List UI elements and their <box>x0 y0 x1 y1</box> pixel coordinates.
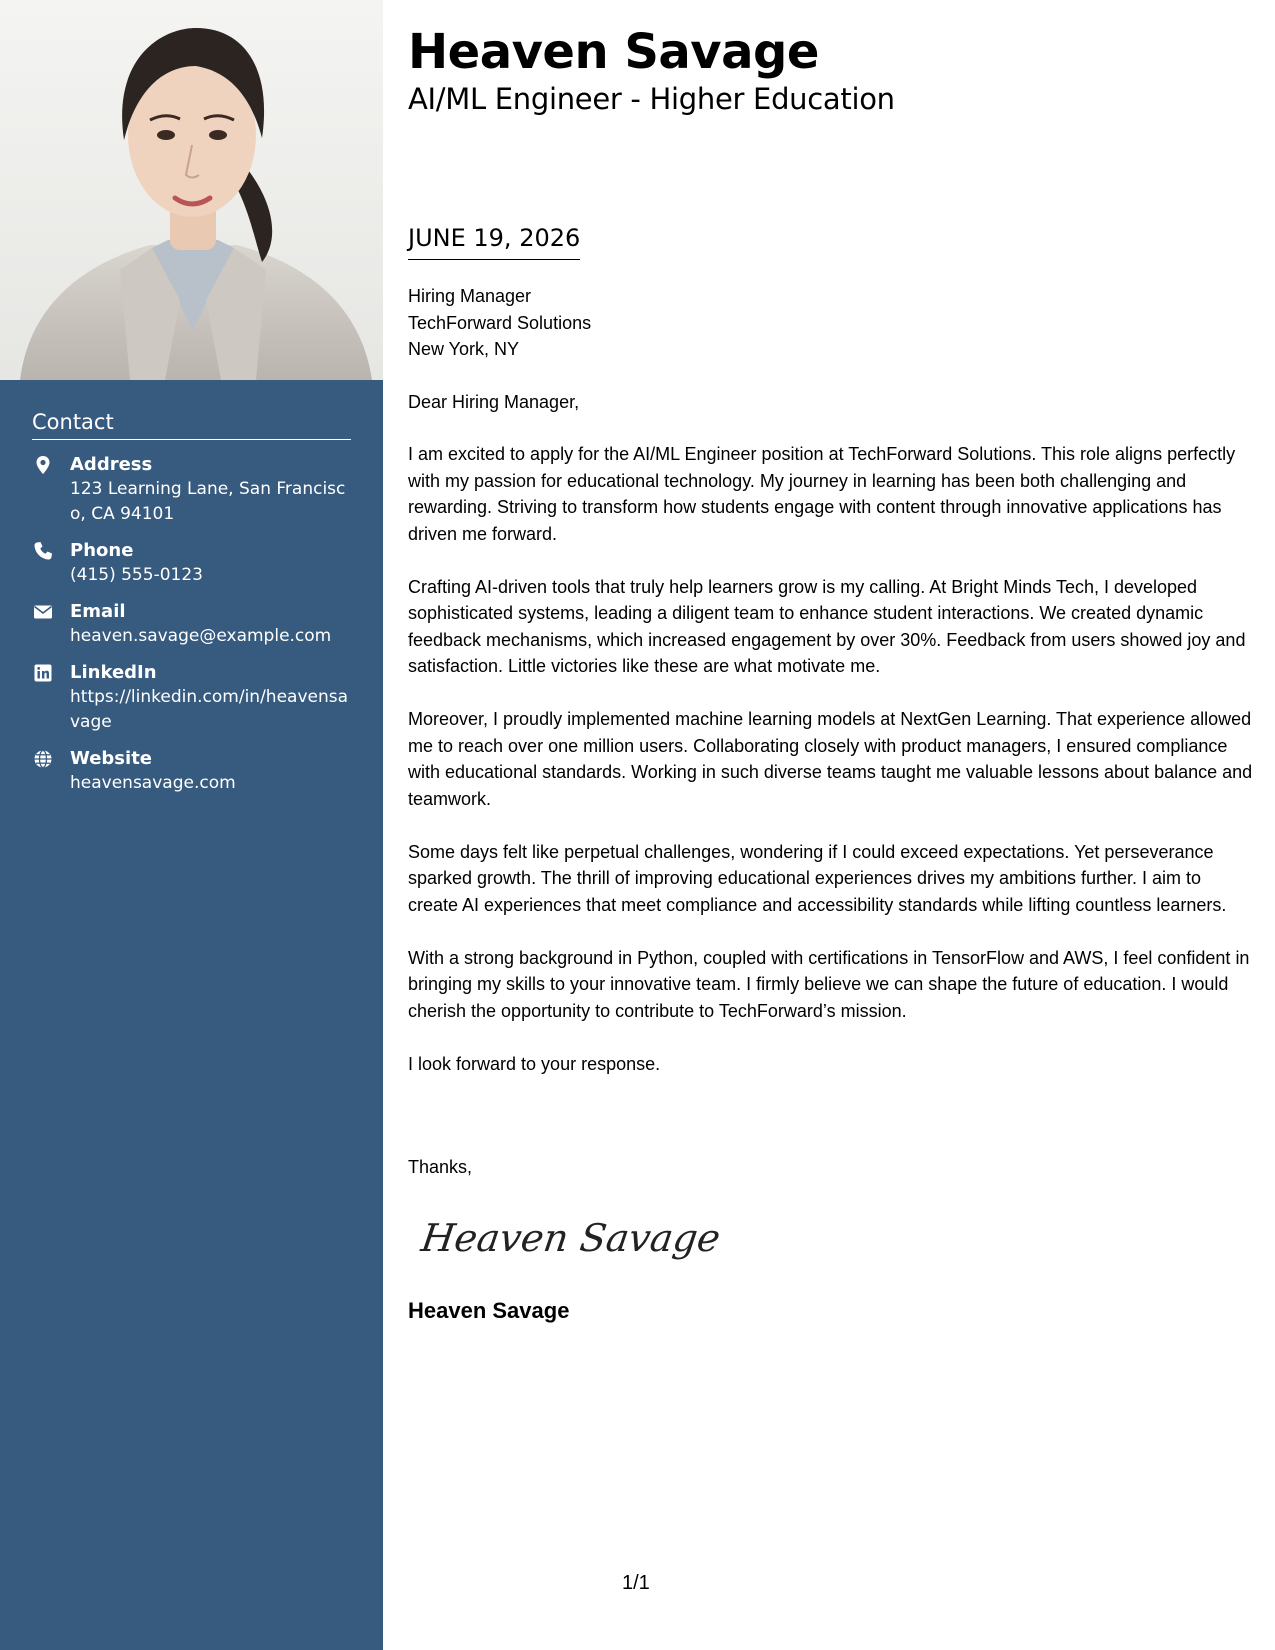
phone-value: (415) 555-0123 <box>70 565 203 585</box>
handwritten-signature <box>418 1207 723 1267</box>
body-paragraph: Moreover, I proudly implemented machine learning models at NextGen Learning. That experience allowed me to reach over one million users. Collaborating closely with product managers, I ensured compliance with educational standards. Working in such diverse teams taught me valuable lessons about balance and teamwork. <box>408 709 1253 809</box>
letter-date: JUNE 19, 2026 <box>408 223 580 260</box>
recipient-block <box>408 283 591 363</box>
recipient-location: New York, NY <box>408 339 520 359</box>
recipient-company: TechForward Solutions <box>408 312 592 333</box>
recipient-title: Hiring Manager <box>408 286 532 306</box>
map-marker-icon <box>32 454 54 476</box>
salutation: Dear Hiring Manager, <box>408 392 580 412</box>
sidebar <box>0 0 383 1650</box>
closing: Thanks, <box>408 1157 473 1177</box>
address-value: 123 Learning Lane, San Francisco, CA 94101 <box>70 479 346 524</box>
email-label: Email <box>70 601 126 622</box>
contact-item-website <box>32 746 351 796</box>
contact-section <box>32 410 351 807</box>
contact-heading: Contact <box>32 410 351 440</box>
phone-label: Phone <box>70 540 134 561</box>
contact-item-email <box>32 599 351 649</box>
contact-item-phone <box>32 538 351 588</box>
svg-text:Heaven Savage: Heaven Savage <box>418 1217 723 1261</box>
email-link[interactable]: heaven.savage@example.com <box>70 626 332 646</box>
body-paragraph: With a strong background in Python, coupled with certifications in TensorFlow and AWS, I feel confident in bringing my skills to your innovative team. I firmly believe we can shape the future of education. I would cherish the opportunity to contribute to TechForward’s mission. <box>408 947 1250 1021</box>
body-paragraph: Crafting AI-driven tools that truly help learners grow is my calling. At Bright Minds Tech, I developed sophisticated systems, leading a diligent team to enhance student interactions. We created dynamic feedback mechanisms, which increased engagement by over 30%. Feedback from users showed joy and satisfaction. Little victories like these are what motivate me. <box>408 576 1246 676</box>
linkedin-icon <box>32 662 54 684</box>
profile-photo <box>0 0 383 380</box>
website-label: Website <box>70 748 153 769</box>
signed-name: Heaven Savage <box>408 1298 570 1323</box>
body-paragraph: Some days felt like perpetual challenges, wondering if I could exceed expectations. Yet perseverance sparked growth. The thrill of improving educational experiences drives my ambitions further. I aim to create AI experiences that meet compliance and accessibility standards while lifting countless learners. <box>408 841 1227 915</box>
body-paragraph: I look forward to your response. <box>408 1053 661 1074</box>
body-paragraph: I am excited to apply for the AI/ML Engineer position at TechForward Solutions. This role aligns perfectly with my passion for educational technology. My journey in learning has been both challenging and rewarding. Striving to transform how students engage with content through innovative applications has driven me forward. <box>408 444 1236 544</box>
contact-item-linkedin <box>32 660 351 735</box>
address-label: Address <box>70 454 153 475</box>
envelope-icon <box>32 601 54 623</box>
applicant-role: AI/ML Engineer - Higher Education <box>408 82 895 116</box>
linkedin-link[interactable]: https://linkedin.com/in/heavensavage <box>70 687 349 732</box>
page-number: 1/1 <box>622 1572 650 1594</box>
website-link[interactable]: heavensavage.com <box>70 773 236 793</box>
linkedin-label: LinkedIn <box>70 662 157 683</box>
contact-list <box>32 452 351 796</box>
applicant-name: Heaven Savage <box>408 24 819 80</box>
phone-icon <box>32 540 54 562</box>
letter-body <box>408 441 1253 1104</box>
contact-item-address <box>32 452 351 527</box>
globe-icon <box>32 748 54 770</box>
